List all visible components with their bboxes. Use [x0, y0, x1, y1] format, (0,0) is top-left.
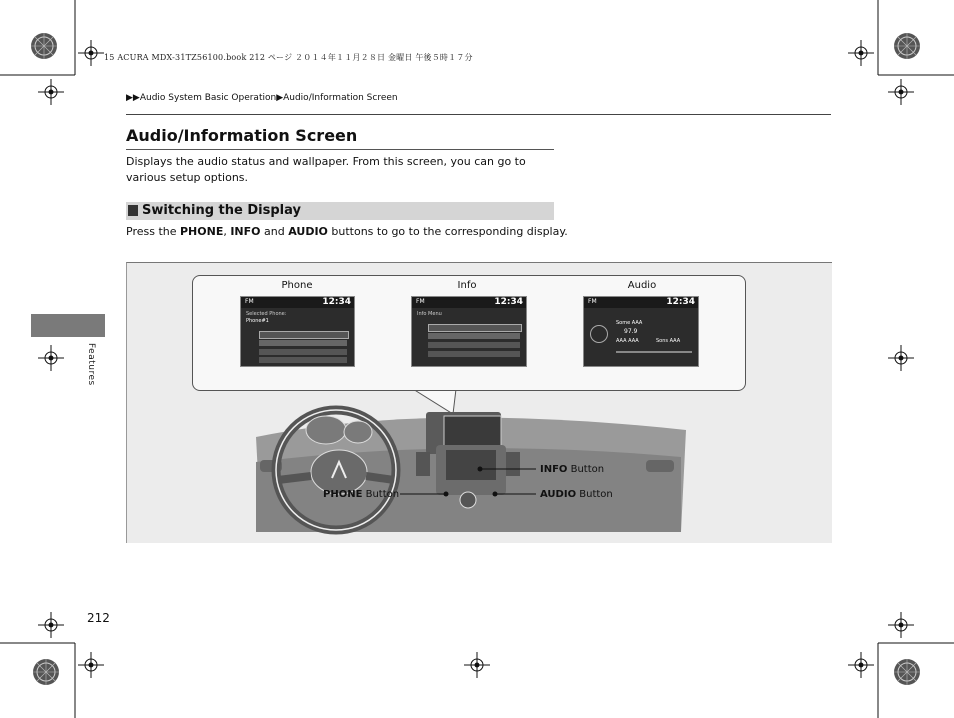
instruction-comma: ,	[223, 225, 231, 238]
phone-button-rest: Button	[362, 489, 400, 500]
instruction-prefix: Press the	[126, 225, 180, 238]
rosette-top-left-icon	[30, 32, 58, 60]
page-number: 212	[87, 611, 110, 625]
info-menu-title: Info Menu	[417, 311, 442, 317]
rosette-top-right-icon	[893, 32, 921, 60]
registration-mark-icon	[78, 40, 104, 66]
audio-button-rest: Button	[576, 489, 613, 500]
audio-button-bold: AUDIO	[540, 489, 577, 500]
audio-frequency: 97.9	[624, 328, 638, 335]
info-button-label	[540, 464, 604, 475]
instruction-text	[126, 225, 568, 238]
registration-mark-icon	[78, 652, 104, 678]
instruction-audio: AUDIO	[288, 225, 328, 238]
clock: 12:34	[322, 297, 351, 307]
phone-menu-row	[259, 331, 349, 339]
registration-mark-icon	[38, 612, 64, 638]
info-menu-row	[428, 333, 520, 339]
phone-menu-row	[259, 340, 347, 346]
section-title: Switching the Display	[142, 203, 301, 218]
info-menu-row	[428, 342, 520, 348]
registration-mark-icon	[464, 652, 490, 678]
rosette-bottom-left-icon	[32, 658, 60, 686]
band-label: FM	[416, 298, 425, 305]
audio-artist: Some AAA	[616, 320, 643, 326]
breadcrumb-arrow-icon: ▶▶	[126, 93, 140, 103]
phone-name: Phone#1	[246, 318, 269, 324]
phone-button-label	[323, 489, 399, 500]
info-button-rest: Button	[567, 464, 605, 475]
info-caption: Info	[457, 280, 477, 291]
clock: 12:34	[494, 297, 523, 307]
band-label: FM	[245, 298, 254, 305]
audio-source-icon	[590, 325, 608, 343]
breadcrumb	[126, 93, 398, 103]
section-marker-icon	[128, 205, 138, 216]
registration-mark-icon	[38, 79, 64, 105]
clock: 12:34	[666, 297, 695, 307]
registration-mark-icon	[38, 345, 64, 371]
chapter-tab-label: Features	[86, 343, 96, 386]
page-title: Audio/Information Screen	[126, 126, 358, 145]
file-header: 15 ACURA MDX-31TZ56100.book 212 ページ ２０１４年１１月２８日 金曜日 午後５時１７分	[104, 53, 473, 62]
intro-text: Displays the audio status and wallpaper. From this screen, you can go to various setup options.	[126, 155, 526, 184]
instruction-suffix: buttons to go to the corresponding display.	[327, 225, 568, 238]
instruction-phone: PHONE	[180, 225, 224, 238]
chapter-tab[interactable]	[31, 314, 105, 337]
registration-mark-icon	[888, 612, 914, 638]
info-screen	[411, 296, 527, 367]
phone-menu-row	[259, 349, 347, 355]
instruction-and: and	[260, 225, 289, 238]
breadcrumb-arrow-icon: ▶	[276, 93, 284, 103]
audio-button-label	[540, 489, 613, 500]
header-divider	[126, 114, 831, 115]
audio-station: AAA AAA	[616, 338, 639, 344]
phone-menu-row	[259, 357, 347, 363]
title-divider	[126, 149, 554, 150]
breadcrumb-current: Audio/Information Screen	[283, 93, 398, 103]
registration-mark-icon	[888, 79, 914, 105]
instruction-info: INFO	[230, 225, 261, 238]
registration-mark-icon	[848, 40, 874, 66]
rosette-bottom-right-icon	[893, 658, 921, 686]
audio-song: Sons AAA	[656, 338, 681, 344]
registration-mark-icon	[888, 345, 914, 371]
phone-screen	[240, 296, 355, 367]
phone-selected-label: Selected Phone:	[246, 311, 287, 317]
info-menu-row	[428, 351, 520, 357]
info-button-bold: INFO	[540, 464, 568, 475]
phone-caption: Phone	[281, 280, 313, 291]
info-menu-row	[428, 324, 522, 332]
registration-mark-icon	[848, 652, 874, 678]
audio-progress-bar	[616, 351, 692, 353]
audio-screen	[583, 296, 699, 367]
breadcrumb-parent[interactable]: Audio System Basic Operation	[139, 93, 277, 103]
band-label: FM	[588, 298, 597, 305]
phone-button-bold: PHONE	[323, 489, 363, 500]
audio-caption: Audio	[627, 280, 657, 291]
